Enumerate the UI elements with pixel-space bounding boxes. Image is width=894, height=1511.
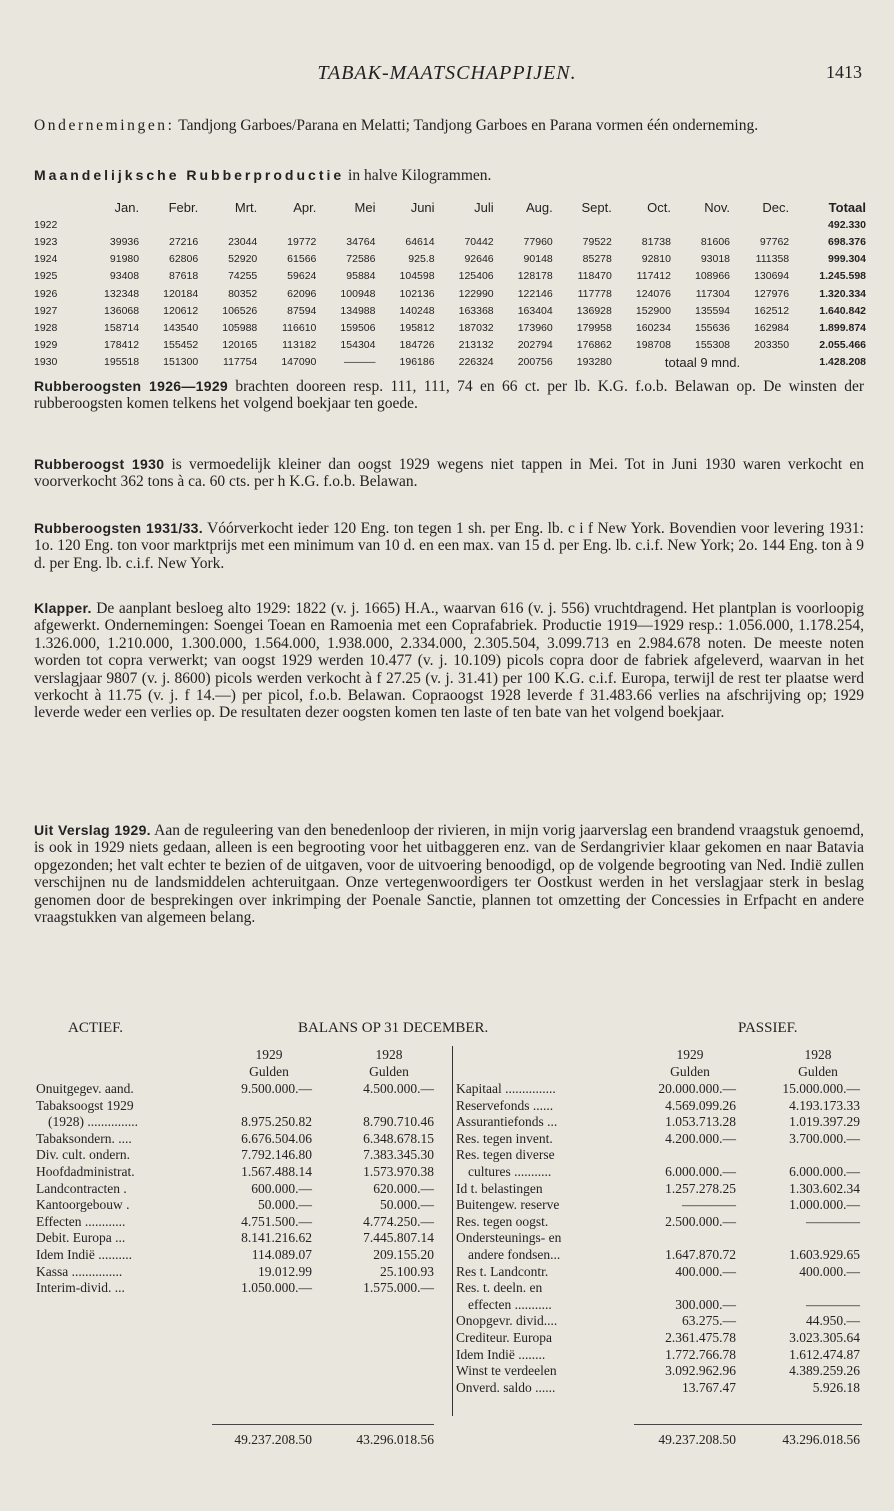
paragraph-heading: Rubberoogst 1930 bbox=[34, 456, 165, 472]
balance-item-label: (1928) ............... bbox=[48, 1114, 138, 1130]
balance-item-value: 6.000.000.— bbox=[789, 1163, 860, 1179]
unit-label: Gulden bbox=[369, 1063, 409, 1079]
balance-item-label: Ondersteunings- en bbox=[456, 1230, 562, 1246]
balance-item-label: Hoofdadministrat. bbox=[36, 1163, 135, 1179]
balance-item-value: 6.348.678.15 bbox=[363, 1130, 434, 1146]
value-cell: 492.330 bbox=[828, 218, 866, 231]
value-cell: 87594 bbox=[287, 304, 317, 317]
value-cell: 128178 bbox=[517, 270, 553, 283]
value-cell: 135594 bbox=[694, 304, 731, 317]
balance-item-label: Idem Indië .......... bbox=[36, 1246, 132, 1262]
balance-item-label: Buitengew. reserve bbox=[456, 1197, 560, 1213]
value-cell: 155636 bbox=[694, 321, 731, 334]
value-cell: 106526 bbox=[222, 304, 258, 317]
balance-item-value: 25.100.93 bbox=[380, 1263, 434, 1279]
balance-item-value: 400.000.— bbox=[799, 1263, 860, 1279]
value-cell: 136928 bbox=[576, 304, 612, 317]
balance-item-value: 7.792.146.80 bbox=[241, 1147, 312, 1163]
value-cell: 72586 bbox=[346, 253, 376, 266]
value-cell: 136068 bbox=[104, 304, 140, 317]
balance-item-value: 3.092.962.96 bbox=[665, 1363, 736, 1379]
value-cell: 120184 bbox=[163, 287, 199, 300]
balance-item-value: 1.257.278.25 bbox=[665, 1180, 736, 1196]
value-cell: 1.320.334 bbox=[819, 287, 866, 300]
month-header: Dec. bbox=[762, 200, 790, 216]
balance-item-value: 1.303.602.34 bbox=[789, 1180, 860, 1196]
balance-item-value: 15.000.000.— bbox=[782, 1081, 860, 1096]
balance-item-label: andere fondsen... bbox=[468, 1246, 561, 1262]
value-cell bbox=[732, 216, 791, 233]
value-cell: 195812 bbox=[399, 321, 435, 334]
production-row bbox=[32, 233, 868, 250]
year-cell: 1930 bbox=[34, 356, 58, 369]
production-row bbox=[32, 302, 868, 319]
balance-item-value: 3.700.000.— bbox=[789, 1130, 860, 1146]
month-header: Apr. bbox=[293, 200, 317, 216]
value-cell: 19772 bbox=[287, 235, 317, 248]
value-cell: 87618 bbox=[168, 270, 199, 283]
balance-item-value: 1.612.474.87 bbox=[789, 1346, 860, 1362]
paragraph-heading: Rubberoogsten 1931/33. bbox=[34, 520, 203, 536]
liabilities-labels bbox=[456, 1081, 642, 1396]
value-cell: 147090 bbox=[281, 356, 317, 369]
value-cell: 61566 bbox=[287, 253, 317, 266]
balance-item-value: 1.567.488.14 bbox=[241, 1163, 312, 1179]
value-cell: 203350 bbox=[754, 339, 790, 352]
liabilities-total-rule bbox=[634, 1424, 862, 1425]
value-cell: 202794 bbox=[517, 339, 553, 352]
production-row-1930 bbox=[32, 354, 868, 371]
value-cell: 187032 bbox=[458, 321, 494, 334]
assets-total-1928: 43.296.018.56 bbox=[356, 1432, 434, 1447]
production-title-rest: in halve Kilogrammen. bbox=[348, 167, 492, 184]
value-cell: 158714 bbox=[104, 321, 140, 334]
value-cell: 27216 bbox=[168, 235, 199, 248]
value-cell: 117412 bbox=[636, 270, 671, 283]
month-header: Oct. bbox=[647, 200, 671, 216]
value-cell: 111358 bbox=[755, 253, 790, 266]
value-cell: 90148 bbox=[523, 253, 553, 266]
paragraph-verslag-1929 bbox=[34, 822, 864, 926]
balance-item-value: 400.000.— bbox=[675, 1263, 736, 1279]
balance-item-label: cultures ........... bbox=[468, 1163, 552, 1179]
value-cell bbox=[496, 216, 555, 233]
value-cell: 140248 bbox=[399, 304, 435, 317]
value-cell: 162512 bbox=[754, 304, 790, 317]
balance-item-value: 63.275.— bbox=[682, 1313, 736, 1329]
value-cell: 79522 bbox=[582, 235, 612, 248]
balance-item-value: 1.053.713.28 bbox=[665, 1114, 736, 1130]
balance-item-label: Reservefonds ...... bbox=[456, 1097, 554, 1113]
production-row bbox=[32, 216, 868, 233]
balance-item-value: ———— bbox=[806, 1296, 860, 1312]
production-row bbox=[32, 337, 868, 354]
value-cell: 105988 bbox=[222, 321, 258, 334]
value-cell: 132348 bbox=[104, 287, 140, 300]
assets-1929-values bbox=[212, 1081, 312, 1297]
value-cell: 62096 bbox=[287, 287, 317, 300]
balance-item-label: Winst te verdeelen bbox=[456, 1363, 557, 1379]
balance-item-label: Kassa ............... bbox=[36, 1263, 123, 1279]
value-cell: 52920 bbox=[228, 253, 258, 266]
intro-text: Tandjong Garboes/Parana en Melatti; Tandjong Garboes en Parana vormen één onderneming. bbox=[178, 117, 759, 134]
production-row bbox=[32, 268, 868, 285]
month-header: Mrt. bbox=[234, 200, 258, 216]
value-cell: 127976 bbox=[754, 287, 790, 300]
month-header: Sept. bbox=[581, 200, 612, 216]
balance-item-value bbox=[630, 1230, 736, 1247]
value-cell: 85278 bbox=[582, 253, 612, 266]
paragraph-text: Aan de reguleering van den benedenloop der rivieren, in mijn vorig jaarverslag een brandend vraagstuk genoemd, is ook in 1929 niets gedaan, alleen is een begrooting voor het uitbaggeren enz. van de Serdangrivier klaar gekomen en naar Batavia opgezonden; het valt echter te bezien of de uitgaven, voor de uitvoering benoodigd, op de volgende begrooting van Ned. Indië zullen verschijnen nu de landsmiddelen achteruitgaan. Onze vertegenwoordigers ter Oostkust werden in het verslagjaar sterk in beslag genomen door de besprekingen over inkrimping der Poenale Sanctie, plannen tot omzetting der Concessies in Erfpacht en andere vraagstukken van algemeen belang. bbox=[34, 822, 865, 927]
rubber-production-table bbox=[32, 199, 868, 371]
year-header-cell bbox=[32, 199, 82, 216]
balance-item-value: 4.500.000.— bbox=[363, 1081, 434, 1096]
balance-item-label: Tabaksondern. .... bbox=[36, 1130, 132, 1146]
balance-item-value: 4.569.099.26 bbox=[665, 1097, 736, 1113]
balance-item-label: Interim-divid. ... bbox=[36, 1280, 125, 1296]
balance-item-label: Div. cult. ondern. bbox=[36, 1147, 130, 1163]
value-cell: 1.899.874 bbox=[819, 321, 866, 334]
year-cell: 1928 bbox=[34, 321, 58, 334]
paragraph-klapper bbox=[34, 600, 864, 722]
balance-item-label: Res. tegen diverse bbox=[456, 1147, 555, 1163]
value-cell: 120165 bbox=[222, 339, 258, 352]
value-cell: 163368 bbox=[458, 304, 494, 317]
year-label: 1929 bbox=[255, 1047, 283, 1062]
value-cell: 179958 bbox=[576, 321, 612, 334]
month-header: Totaal bbox=[828, 200, 866, 216]
balance-item-label: Res t. Landcontr. bbox=[456, 1263, 549, 1279]
value-cell bbox=[259, 216, 318, 233]
value-cell: 59624 bbox=[287, 270, 317, 283]
value-cell: 925.8 bbox=[408, 253, 435, 266]
assets-year-1929-header bbox=[230, 1047, 308, 1080]
value-cell bbox=[377, 216, 436, 233]
value-cell: 93408 bbox=[109, 270, 140, 283]
production-title bbox=[34, 167, 864, 184]
balance-item-value: 4.751.500.— bbox=[241, 1213, 312, 1229]
balance-item-value: 300.000.— bbox=[675, 1296, 736, 1312]
value-cell: 64614 bbox=[405, 235, 435, 248]
value-cell: 81606 bbox=[700, 235, 731, 248]
month-header: Nov. bbox=[704, 200, 731, 216]
page-number: 1413 bbox=[826, 62, 862, 82]
value-cell: 120612 bbox=[163, 304, 199, 317]
value-cell: 70442 bbox=[464, 235, 494, 248]
balance-item-label: Kantoorgebouw . bbox=[36, 1197, 130, 1213]
year-cell: 1927 bbox=[34, 304, 58, 317]
value-cell: 97762 bbox=[759, 235, 790, 248]
month-header: Febr. bbox=[168, 200, 199, 216]
value-cell bbox=[555, 216, 614, 233]
liabilities-1928-values bbox=[752, 1081, 860, 1396]
balance-item-value: 4.389.259.26 bbox=[789, 1363, 860, 1379]
unit-label: Gulden bbox=[798, 1063, 838, 1079]
value-cell bbox=[141, 216, 200, 233]
value-cell: 122990 bbox=[458, 287, 494, 300]
value-cell: 91980 bbox=[109, 253, 140, 266]
balance-item-value: 5.926.18 bbox=[812, 1379, 860, 1395]
paragraph-text: De aanplant besloeg alto 1929: 1822 (v. j. 1665) H.A., waarvan 616 (v. j. 556) vruchtdragend. Het plantplan is voorloopig afgewerkt. Ondernemingen: Soengei Toean en Ramoenia met een Coprafabriek. Productie 1919—1929 resp.: 1.056.000, 1.178.254, 1.326.000, 1.210.000, 1.300.000, 1.564.000, 1.938.000, 2.334.000, 2.305.504, 3.099.713 en 2.984.678 noten. De meeste noten worden tot copra verwerkt; van oogst 1929 werden 10.477 (v. j. 10.109) picols copra door de fabriek afgeleverd, waarvan in het verslagjaar 9807 (v. j. 8600) picols werden verkocht à f 27.25 (v. j. 31.41) per 100 K.G. c.i.f. Europa, terwijl de rest ter plaatse werd verkocht à 11.75 (v. j. f 14.—) per picol, f.o.b. Belawan. Copraoogst 1928 leverde f 31.483.66 verlies na afschrijving op; 1929 leverde weder een verlies op. De resultaten dezer oogsten komen ten laste of ten bate van het volgend boekjaar. bbox=[34, 600, 864, 722]
paragraph-rubber-1926-1929 bbox=[34, 378, 864, 413]
balance-item-value: 9.500.000.— bbox=[241, 1081, 312, 1096]
value-cell: 95884 bbox=[346, 270, 376, 283]
liabilities-total-1928: 43.296.018.56 bbox=[782, 1432, 860, 1447]
intro-paragraph bbox=[34, 117, 864, 134]
value-cell: 999.304 bbox=[828, 253, 866, 266]
value-cell: 81738 bbox=[641, 235, 671, 248]
value-cell bbox=[437, 216, 496, 233]
liabilities-year-1928-header bbox=[778, 1047, 858, 1080]
assets-total-1929: 49.237.208.50 bbox=[234, 1432, 312, 1447]
balance-item-value: 4.193.173.33 bbox=[789, 1097, 860, 1113]
value-cell: 163404 bbox=[517, 304, 553, 317]
value-cell: 196186 bbox=[399, 356, 435, 369]
value-cell: 92810 bbox=[641, 253, 671, 266]
balance-item-label: Res. tegen invent. bbox=[456, 1130, 553, 1146]
year-cell: 1926 bbox=[34, 287, 58, 300]
intro-label: Ondernemingen: bbox=[34, 117, 175, 134]
value-cell: 130694 bbox=[754, 270, 790, 283]
liabilities-year-1929-header bbox=[650, 1047, 730, 1080]
balance-item-value: 19.012.99 bbox=[258, 1263, 312, 1279]
balance-item-value: 209.155.20 bbox=[373, 1246, 434, 1262]
production-row bbox=[32, 285, 868, 302]
balance-item-value: 20.000.000.— bbox=[658, 1081, 736, 1096]
value-cell: 195518 bbox=[104, 356, 140, 369]
value-cell: 134988 bbox=[340, 304, 376, 317]
value-cell: 102136 bbox=[399, 287, 435, 300]
year-cell: 1925 bbox=[34, 270, 58, 283]
balance-item-value: ———— bbox=[682, 1197, 736, 1213]
balance-title: BALANS OP 31 DECEMBER. bbox=[298, 1020, 489, 1036]
balance-item-value: ———— bbox=[806, 1213, 860, 1229]
value-cell: 155452 bbox=[163, 339, 199, 352]
value-cell: 1.245.598 bbox=[819, 270, 866, 283]
balance-item-value: 6.000.000.— bbox=[665, 1163, 736, 1179]
balance-item-label: Onuitgegev. aand. bbox=[36, 1081, 134, 1096]
value-cell: 118470 bbox=[577, 270, 612, 283]
year-cell: 1923 bbox=[34, 235, 58, 248]
value-cell: 39936 bbox=[109, 235, 140, 248]
balance-item-label: Res. t. deeln. en bbox=[456, 1280, 543, 1296]
paragraph-text: brachten dooreen resp. 111, 111, 74 en 66 ct. per lb. K.G. f.o.b. Belawan op. De winsten der rubberoogsten komen telkens het volgend boekjaar ten goede. bbox=[34, 378, 865, 413]
assets-1928-values bbox=[330, 1081, 434, 1297]
value-cell: 1.640.842 bbox=[819, 304, 866, 317]
balance-item-value: 1.573.970.38 bbox=[363, 1163, 434, 1179]
month-header: Mei bbox=[354, 200, 376, 216]
value-cell: 173960 bbox=[517, 321, 553, 334]
balance-item-value: 1.050.000.— bbox=[241, 1280, 312, 1296]
value-cell: 193280 bbox=[576, 356, 612, 369]
assets-year-1928-header bbox=[350, 1047, 428, 1080]
value-cell: 23044 bbox=[228, 235, 258, 248]
value-cell: 226324 bbox=[458, 356, 494, 369]
balance-item-value bbox=[752, 1280, 860, 1297]
balance-item-label: Debit. Europa ... bbox=[36, 1230, 126, 1246]
month-header: Juli bbox=[474, 200, 494, 216]
balance-item-value: 8.790.710.46 bbox=[363, 1114, 434, 1130]
value-cell: 100948 bbox=[340, 287, 376, 300]
month-header-row bbox=[32, 199, 868, 216]
value-cell: 125406 bbox=[458, 270, 494, 283]
value-cell: 80352 bbox=[228, 287, 258, 300]
value-cell: 152900 bbox=[635, 304, 671, 317]
paragraph-rubber-1931-33 bbox=[34, 520, 864, 572]
balance-item-label: Onopgevr. divid.... bbox=[456, 1313, 558, 1329]
balance-item-value: 7.383.345.30 bbox=[363, 1147, 434, 1163]
production-row bbox=[32, 319, 868, 336]
value-cell bbox=[614, 216, 673, 233]
balance-item-value: 44.950.— bbox=[806, 1313, 860, 1329]
value-cell: 104598 bbox=[399, 270, 435, 283]
liabilities-1929-values bbox=[630, 1081, 736, 1396]
value-cell: 213132 bbox=[458, 339, 494, 352]
assets-labels bbox=[36, 1081, 220, 1297]
passief-title: PASSIEF. bbox=[738, 1020, 798, 1036]
balance-item-value: 6.676.504.06 bbox=[241, 1130, 312, 1146]
balance-item-value: 50.000.— bbox=[380, 1197, 434, 1213]
unit-label: Gulden bbox=[670, 1063, 710, 1079]
paragraph-text: is vermoedelijk kleiner dan oogst 1929 wegens niet tappen in Mei. Tot in Juni 1930 waren verkocht en voorverkocht 362 tons à ca. 60 cts. per h K.G. f.o.b. Belawan. bbox=[34, 456, 864, 491]
month-header: Aug. bbox=[526, 200, 553, 216]
balance-item-value: 1.019.397.29 bbox=[789, 1114, 860, 1130]
value-cell: 77960 bbox=[523, 235, 553, 248]
month-header: Juni bbox=[410, 200, 435, 216]
balance-item-label: Landcontracten . bbox=[36, 1180, 127, 1196]
value-cell: 184726 bbox=[399, 339, 435, 352]
balance-item-value: 600.000.— bbox=[251, 1180, 312, 1196]
value-cell: 155308 bbox=[694, 339, 731, 352]
value-cell: 154304 bbox=[340, 339, 376, 352]
value-cell: 62806 bbox=[168, 253, 199, 266]
balance-item-value: 1.772.766.78 bbox=[665, 1346, 736, 1362]
actief-title: ACTIEF. bbox=[68, 1020, 124, 1036]
balance-item-value bbox=[330, 1098, 434, 1115]
production-title-spaced: Maandelijksche Rubberproductie bbox=[34, 167, 345, 183]
balance-item-value: 4.200.000.— bbox=[665, 1130, 736, 1146]
value-cell: 178412 bbox=[104, 339, 140, 352]
balance-item-value: 1.647.870.72 bbox=[665, 1246, 736, 1262]
liabilities-total-1929: 49.237.208.50 bbox=[658, 1432, 736, 1447]
paragraph-heading: Klapper. bbox=[34, 600, 92, 616]
month-header: Jan. bbox=[114, 200, 140, 216]
balance-item-value: 1.000.000.— bbox=[789, 1197, 860, 1213]
running-title: TABAK-MAATSCHAPPIJEN. bbox=[317, 62, 577, 84]
year-cell: 1922 bbox=[34, 218, 58, 231]
value-cell bbox=[200, 216, 259, 233]
balance-item-value: 13.767.47 bbox=[682, 1379, 736, 1395]
value-cell: 34764 bbox=[346, 235, 376, 248]
value-cell: 116610 bbox=[282, 321, 317, 334]
balance-item-label: Id t. belastingen bbox=[456, 1180, 543, 1196]
balance-item-value: 4.774.250.— bbox=[363, 1213, 434, 1229]
value-cell: 122146 bbox=[517, 287, 553, 300]
value-cell: 124076 bbox=[635, 287, 671, 300]
balance-item-label: Onverd. saldo ...... bbox=[456, 1379, 556, 1395]
balance-item-label: effecten ........... bbox=[468, 1296, 552, 1312]
value-cell: 143540 bbox=[163, 321, 199, 334]
balance-item-label: Effecten ............ bbox=[36, 1213, 126, 1229]
value-cell: 200756 bbox=[517, 356, 553, 369]
value-cell bbox=[673, 216, 732, 233]
paragraph-rubber-1930 bbox=[34, 456, 864, 491]
total-cell: 1.428.208 bbox=[819, 356, 866, 369]
value-cell: 198708 bbox=[635, 339, 671, 352]
value-cell: 74255 bbox=[228, 270, 258, 283]
balance-item-value: 114.089.07 bbox=[251, 1246, 312, 1262]
value-cell: 698.376 bbox=[828, 235, 866, 248]
value-cell: 162984 bbox=[754, 321, 790, 334]
value-cell: 117754 bbox=[223, 356, 258, 369]
balance-item-value: 8.141.216.62 bbox=[241, 1230, 312, 1246]
note-cell: totaal 9 mnd. bbox=[664, 354, 741, 370]
production-row bbox=[32, 251, 868, 268]
balance-item-value: 1.575.000.— bbox=[363, 1280, 434, 1296]
balance-item-value bbox=[630, 1280, 736, 1297]
balance-item-value: 2.500.000.— bbox=[665, 1213, 736, 1229]
value-cell: 159506 bbox=[340, 321, 376, 334]
year-label: 1929 bbox=[676, 1047, 704, 1062]
balance-item-value bbox=[630, 1147, 736, 1164]
balance-item-value: 3.023.305.64 bbox=[789, 1329, 860, 1345]
balance-item-label: Kapitaal ............... bbox=[456, 1081, 556, 1096]
column-divider bbox=[452, 1046, 453, 1416]
value-cell bbox=[82, 216, 141, 233]
value-cell: 2.055.466 bbox=[819, 339, 866, 352]
value-cell: 93018 bbox=[700, 253, 731, 266]
balance-item-value: 7.445.807.14 bbox=[363, 1230, 434, 1246]
balance-item-label: Res. tegen oogst. bbox=[456, 1213, 549, 1229]
balance-item-value bbox=[752, 1230, 860, 1247]
unit-label: Gulden bbox=[249, 1063, 289, 1079]
value-cell: 160234 bbox=[635, 321, 671, 334]
value-cell: 113182 bbox=[282, 339, 317, 352]
value-cell: 117778 bbox=[577, 287, 612, 300]
value-cell bbox=[318, 216, 377, 233]
balance-item-value bbox=[212, 1098, 312, 1115]
balance-item-value: 2.361.475.78 bbox=[665, 1329, 736, 1345]
paragraph-heading: Rubberoogsten 1926—1929 bbox=[34, 378, 229, 394]
year-label: 1928 bbox=[375, 1047, 403, 1062]
value-cell: 92646 bbox=[464, 253, 494, 266]
value-cell: ——— bbox=[343, 356, 376, 369]
balance-item-label: Idem Indië ........ bbox=[456, 1346, 546, 1362]
year-label: 1928 bbox=[804, 1047, 832, 1062]
value-cell: 108966 bbox=[694, 270, 731, 283]
balance-item-value: 8.975.250.82 bbox=[241, 1114, 312, 1130]
balance-item-value: 50.000.— bbox=[258, 1197, 312, 1213]
paragraph-heading: Uit Verslag 1929. bbox=[34, 822, 151, 838]
year-cell: 1929 bbox=[34, 339, 58, 352]
balance-item-label: Assurantiefonds ... bbox=[456, 1114, 558, 1130]
balance-item-label: Crediteur. Europa bbox=[456, 1329, 552, 1345]
balance-item-value: 620.000.— bbox=[373, 1180, 434, 1196]
year-cell: 1924 bbox=[34, 253, 58, 266]
paragraph-text: Vóórverkocht ieder 120 Eng. ton tegen 1 sh. per Eng. lb. c i f New York. Bovendien voor levering 1931: 1o. 120 Eng. ton voor marktprijs met een minimum van 10 d. en een max. van 15 d. per Eng. lb. c.i.f. New York; 2o. 144 Eng. ton à 9 d. per Eng. lb. c.i.f. New York. bbox=[34, 520, 864, 572]
assets-total-rule bbox=[212, 1424, 434, 1425]
balance-item-value bbox=[752, 1147, 860, 1164]
value-cell: 117304 bbox=[695, 287, 731, 300]
value-cell: 151300 bbox=[163, 356, 199, 369]
balance-item-value: 1.603.929.65 bbox=[789, 1246, 860, 1262]
value-cell: 176862 bbox=[576, 339, 612, 352]
balance-item-label: Tabaksoogst 1929 bbox=[36, 1097, 134, 1113]
